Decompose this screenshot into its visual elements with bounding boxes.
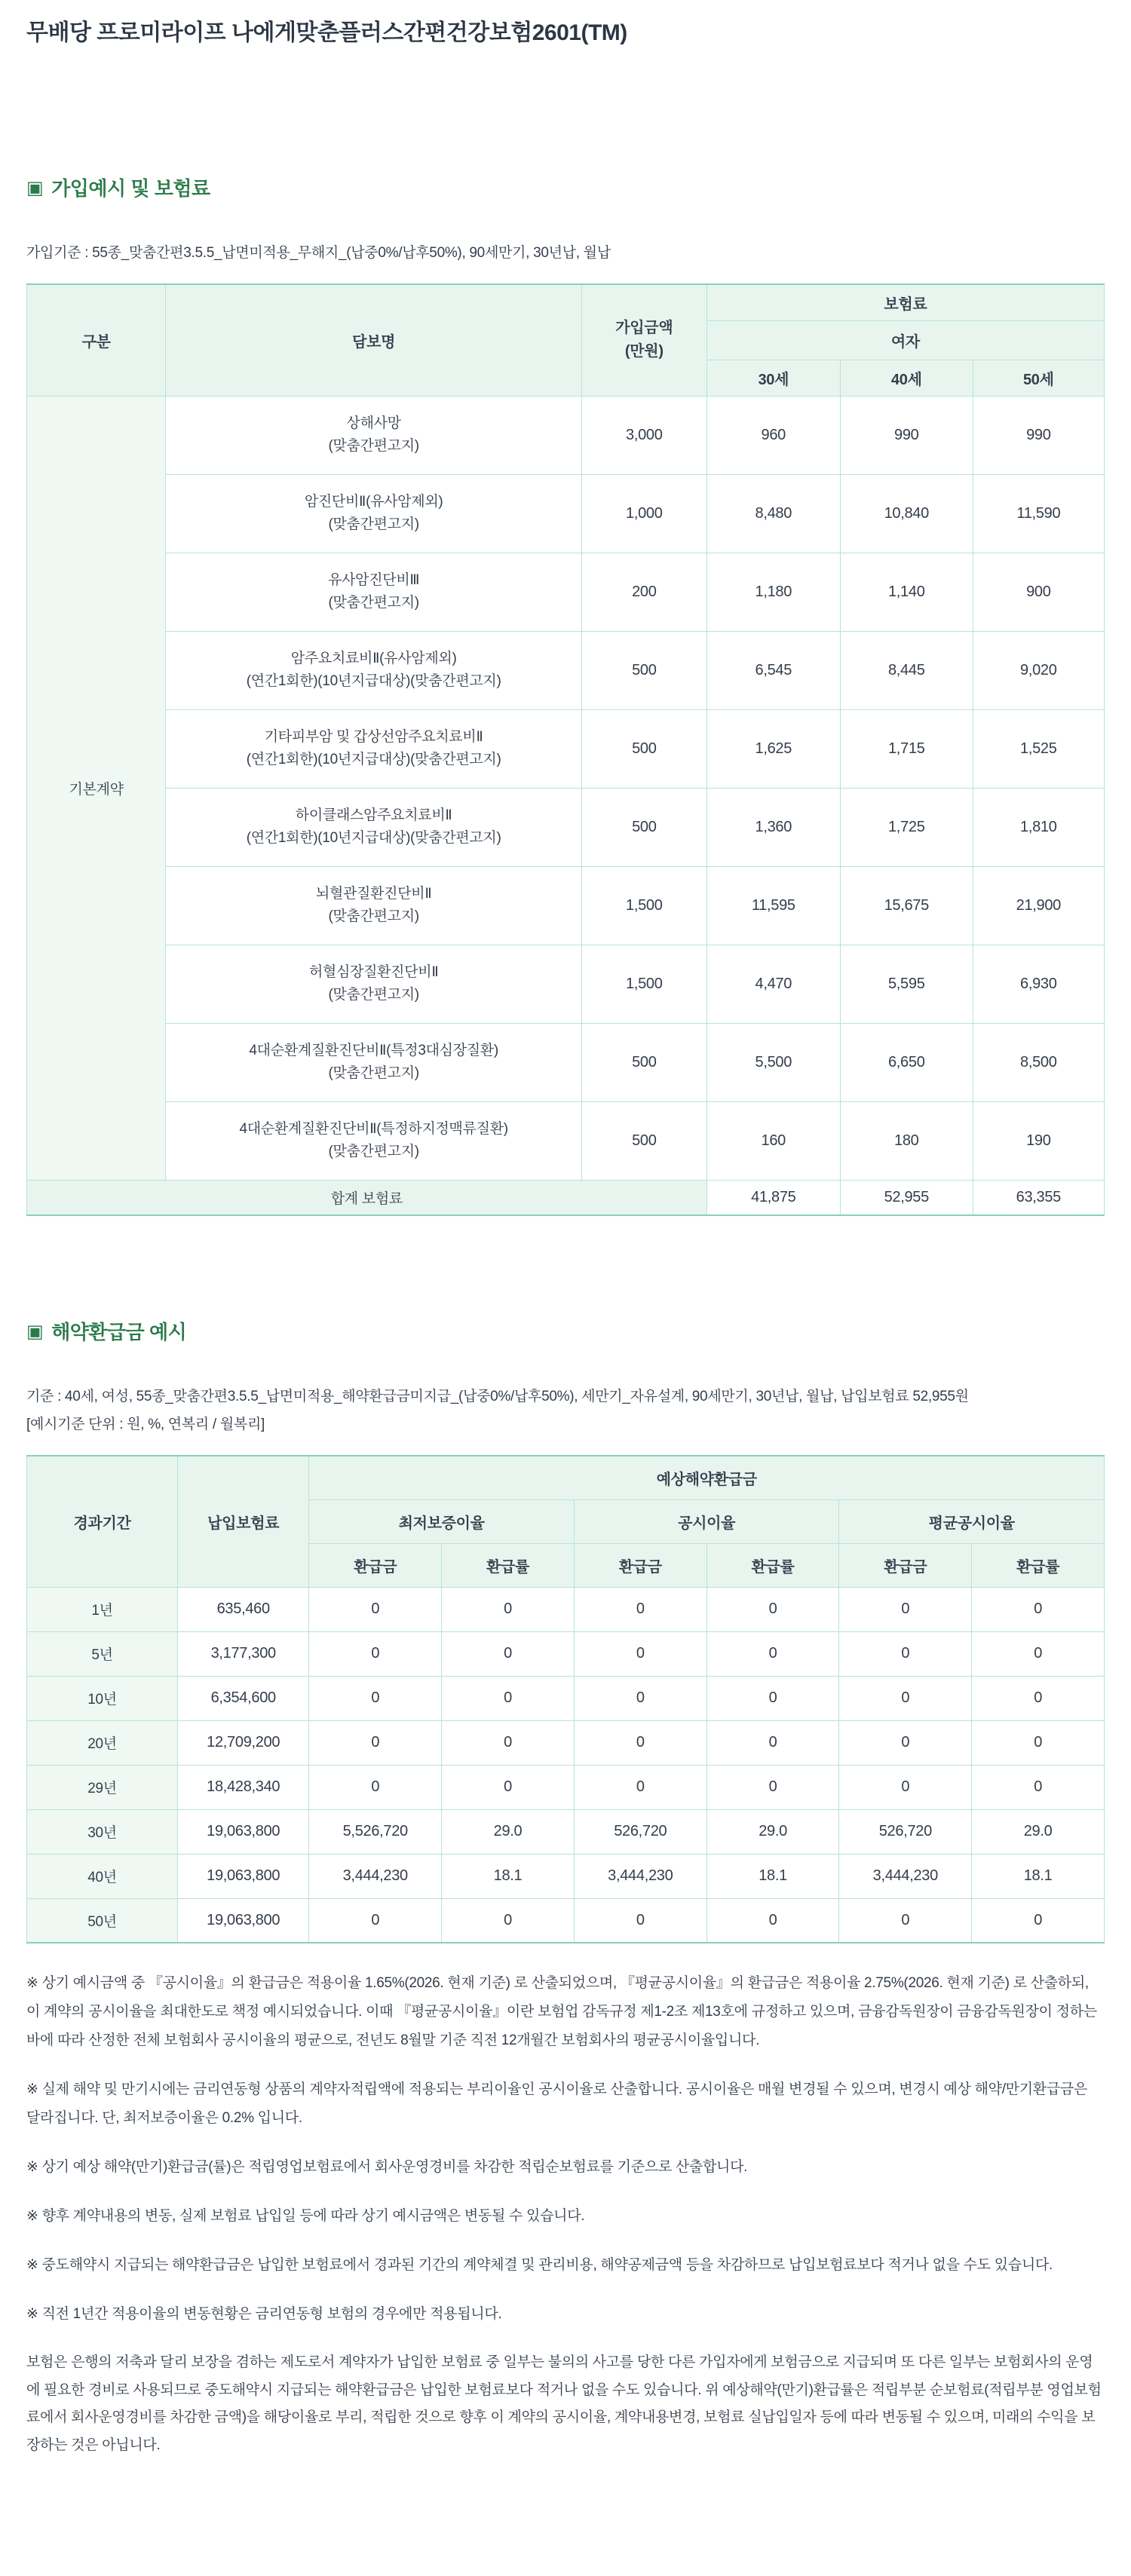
coverage-amount: 500	[581, 788, 706, 866]
coverage-amount: 3,000	[581, 396, 706, 474]
premium-age40: 1,725	[840, 788, 973, 866]
premium-age30: 11,595	[706, 866, 840, 945]
elapsed-period: 30년	[27, 1809, 178, 1854]
premium-age30: 6,545	[706, 631, 840, 709]
paid-premium: 19,063,800	[178, 1854, 309, 1898]
page-title: 무배당 프로미라이프 나에게맞춘플러스간편건강보험2601(TM)	[26, 20, 627, 45]
coverage-subtitle: (맞춤간편고지)	[328, 1065, 419, 1082]
refund-amount-crediting: 3,444,230	[574, 1854, 706, 1898]
refund-amount-crediting: 0	[574, 1631, 706, 1676]
paid-premium: 19,063,800	[178, 1809, 309, 1854]
premium-age50: 9,020	[973, 631, 1104, 709]
paid-premium: 3,177,300	[178, 1631, 309, 1676]
premium-age40: 990	[840, 396, 973, 474]
coverage-row	[27, 945, 1105, 1023]
refund-rate-average: 0	[972, 1587, 1105, 1631]
premium-age50: 21,900	[973, 866, 1104, 945]
col-header-crediting-rate: 공시이율	[574, 1499, 839, 1543]
coverage-subtitle: (연간1회한)(10년지급대상)(맞춤간편고지)	[246, 673, 501, 690]
coverage-row	[27, 866, 1105, 945]
coverage-subtitle: (맞춤간편고지)	[328, 438, 419, 455]
col-header-age-30: 30세	[706, 360, 840, 396]
premium-age50: 8,500	[973, 1023, 1104, 1101]
elapsed-period: 5년	[27, 1631, 178, 1676]
coverage-amount: 500	[581, 631, 706, 709]
col-header-premium: 보험료	[706, 284, 1104, 320]
footnote: ※ 향후 계약내용의 변동, 실제 보험료 납입일 등에 따라 상기 예시금액은 변동될 수 있습니다.	[26, 2208, 585, 2225]
coverage-amount: 200	[581, 553, 706, 631]
refund-amount-average: 0	[839, 1720, 972, 1765]
col-header-age-40: 40세	[840, 360, 973, 396]
section-enrollment-example	[26, 173, 1105, 1216]
surrender-row	[27, 1631, 1105, 1676]
refund-rate-crediting: 0	[706, 1587, 839, 1631]
paid-premium: 12,709,200	[178, 1720, 309, 1765]
premium-table-header-row-1	[27, 284, 1105, 320]
coverage-name-cell	[166, 631, 582, 709]
col-header-coverage: 담보명	[166, 284, 582, 396]
footnote: ※ 실제 해약 및 만기시에는 금리연동형 상품의 계약자적립액에 적용되는 부리이율인 공시이율로 산출합니다. 공시이율은 매월 변경될 수 있으며, 변경시 예상 해약/만기환급금은 달라집니다. 단, 최저보증이율은 0.2% 입니다.	[26, 2081, 1087, 2127]
premium-age30: 1,180	[706, 553, 840, 631]
col-header-category: 구분	[27, 284, 166, 396]
refund-rate-min: 0	[442, 1765, 575, 1809]
premium-age30: 1,625	[706, 709, 840, 788]
refund-rate-average: 0	[972, 1898, 1105, 1943]
section-surrender-value-example	[26, 1317, 1105, 1943]
coverage-row	[27, 474, 1105, 553]
coverage-amount: 1,500	[581, 945, 706, 1023]
premium-age40: 180	[840, 1101, 973, 1180]
coverage-subtitle: (연간1회한)(10년지급대상)(맞춤간편고지)	[246, 752, 501, 768]
premium-age40: 10,840	[840, 474, 973, 553]
section1-title: 가입예시 및 보험료	[51, 177, 210, 200]
refund-rate-min: 29.0	[442, 1809, 575, 1854]
coverage-name: 4대순환계질환진단비Ⅱ(특정3대심장질환)	[249, 1043, 498, 1059]
premium-age50: 11,590	[973, 474, 1104, 553]
surrender-row	[27, 1587, 1105, 1631]
coverage-row	[27, 631, 1105, 709]
refund-rate-average: 0	[972, 1676, 1105, 1720]
paid-premium: 635,460	[178, 1587, 309, 1631]
refund-rate-average: 0	[972, 1765, 1105, 1809]
group-label: 기본계약	[27, 396, 166, 1180]
premium-age30: 160	[706, 1101, 840, 1180]
coverage-name-cell	[166, 945, 582, 1023]
coverage-name: 허혈심장질환진단비Ⅱ	[308, 964, 439, 981]
col-header-elapsed-period: 경과기간	[27, 1456, 178, 1587]
col-header-gender: 여자	[706, 320, 1104, 360]
refund-rate-average: 29.0	[972, 1809, 1105, 1854]
premium-age30: 1,360	[706, 788, 840, 866]
col-header-age-50: 50세	[973, 360, 1104, 396]
col-header-amount-line1: 가입금액	[615, 319, 673, 336]
elapsed-period: 40년	[27, 1854, 178, 1898]
paid-premium: 19,063,800	[178, 1898, 309, 1943]
section-bullet-icon: ▣	[26, 1321, 44, 1342]
refund-rate-crediting: 29.0	[706, 1809, 839, 1854]
refund-rate-crediting: 0	[706, 1631, 839, 1676]
refund-amount-min: 0	[309, 1587, 442, 1631]
coverage-name: 유사암진단비Ⅲ	[328, 572, 420, 589]
disclaimer: 보험은 은행의 저축과 달리 보장을 겸하는 제도로서 계약자가 납입한 보험료 중 일부는 불의의 사고를 당한 다른 가입자에게 보험금으로 지급되며 또 다른 일부는 보험회사의 운영에 필요한 경비로 사용되므로 중도해약시 지급되는 해약환급금은 납입한 보험료보다 적거나 없을 수도 있습니다. 위 예상해약(만기)환급률은 적립부분 순보험료(적립부분 영업보험료에서 회사운영경비를 차감한 금액)을 해당이율로 부리, 적립한 것으로 향후 이 계약의 공시이율, 계약내용변경, 보험료 실납입일자 등에 따라 변동될 수 있으며, 미래의 수익을 보장하는 것은 아닙니다.	[26, 2354, 1102, 2453]
footnote: ※ 직전 1년간 적용이율의 변동현황은 금리연동형 보험의 경우에만 적용됩니다.	[26, 2306, 502, 2323]
col-header-amount	[581, 284, 706, 396]
refund-rate-average: 0	[972, 1720, 1105, 1765]
coverage-amount: 1,000	[581, 474, 706, 553]
surrender-table-header-row-1	[27, 1456, 1105, 1499]
premium-age40: 8,445	[840, 631, 973, 709]
coverage-name-cell	[166, 396, 582, 474]
section-bullet-icon: ▣	[26, 177, 44, 198]
col-header-min-guaranteed-rate: 최저보증이율	[309, 1499, 575, 1543]
refund-amount-min: 0	[309, 1898, 442, 1943]
col-header-refund-amount: 환급금	[839, 1543, 972, 1587]
surrender-row	[27, 1854, 1105, 1898]
coverage-name-cell	[166, 553, 582, 631]
premium-age50: 1,525	[973, 709, 1104, 788]
coverage-name: 뇌혈관질환진단비Ⅱ	[315, 886, 432, 902]
coverage-amount: 500	[581, 1101, 706, 1180]
refund-amount-min: 0	[309, 1720, 442, 1765]
premium-age50: 990	[973, 396, 1104, 474]
refund-rate-min: 0	[442, 1587, 575, 1631]
coverage-amount: 1,500	[581, 866, 706, 945]
premium-age30: 960	[706, 396, 840, 474]
refund-rate-average: 18.1	[972, 1854, 1105, 1898]
col-header-average-crediting-rate: 평균공시이율	[839, 1499, 1105, 1543]
unit-note: [예시기준 단위 : 원, %, 연복리 / 월복리]	[26, 1417, 265, 1433]
paid-premium: 18,428,340	[178, 1765, 309, 1809]
surrender-row	[27, 1676, 1105, 1720]
premium-age40: 1,140	[840, 553, 973, 631]
refund-amount-crediting: 0	[574, 1676, 706, 1720]
coverage-amount: 500	[581, 1023, 706, 1101]
refund-rate-min: 0	[442, 1676, 575, 1720]
elapsed-period: 10년	[27, 1676, 178, 1720]
premium-age40: 6,650	[840, 1023, 973, 1101]
refund-rate-min: 18.1	[442, 1854, 575, 1898]
enrollment-criteria: 가입기준 : 55종_맞춤간편3.5.5_납면미적용_무해지_(납중0%/납후50%), 90세만기, 30년납, 월납	[26, 245, 611, 261]
footnote: ※ 중도해약시 지급되는 해약환급금은 납입한 보험료에서 경과된 기간의 계약체결 및 관리비용, 해약공제금액 등을 차감하므로 납입보험료보다 적거나 없을 수도 있습니다.	[26, 2257, 1053, 2274]
premium-age30: 4,470	[706, 945, 840, 1023]
elapsed-period: 29년	[27, 1765, 178, 1809]
refund-rate-average: 0	[972, 1631, 1105, 1676]
refund-rate-crediting: 0	[706, 1898, 839, 1943]
total-premium-label: 합계 보험료	[27, 1180, 707, 1215]
section2-title: 해약환급금 예시	[51, 1321, 187, 1344]
refund-amount-min: 3,444,230	[309, 1854, 442, 1898]
col-header-amount-line2: (만원)	[624, 343, 664, 360]
refund-amount-crediting: 526,720	[574, 1809, 706, 1854]
surrender-criteria: 기준 : 40세, 여성, 55종_맞춤간편3.5.5_납면미적용_해약환급금미지급_(납중0%/납후50%), 세만기_자유설계, 90세만기, 30년납, 월납, 납입보험료 52,955원	[26, 1389, 969, 1405]
refund-amount-average: 526,720	[839, 1809, 972, 1854]
refund-amount-crediting: 0	[574, 1765, 706, 1809]
coverage-subtitle: (맞춤간편고지)	[328, 908, 419, 925]
footnote: ※ 상기 예상 해약(만기)환급금(률)은 적립영업보험료에서 회사운영경비를 차감한 적립순보험료를 기준으로 산출합니다.	[26, 2159, 748, 2176]
refund-rate-crediting: 0	[706, 1676, 839, 1720]
refund-amount-average: 0	[839, 1898, 972, 1943]
refund-amount-average: 3,444,230	[839, 1854, 972, 1898]
footnote: ※ 상기 예시금액 중 『공시이율』의 환급금은 적용이율 1.65%(2026. 현재 기준) 로 산출되었으며, 『평균공시이율』의 환급금은 적용이율 2.75%(2026. 현재 기준) 로 산출하되, 이 계약의 공시이율을 최대한도로 책정 예시되었습니다. 이때 『평균공시이율』이란 보험업 감독규정 제1-2조 제13호에 규정하고 있으며, 금융감독원장이 금융감독원장이 정하는 바에 따라 산정한 전체 보험회사 공시이율의 평균으로, 전년도 8월말 기준 직전 12개월간 보험회사의 평균공시이율입니다.	[26, 1975, 1097, 2049]
refund-amount-average: 0	[839, 1631, 972, 1676]
col-header-refund-amount: 환급금	[574, 1543, 706, 1587]
premium-age40: 5,595	[840, 945, 973, 1023]
footnotes	[26, 1969, 1105, 2459]
refund-amount-crediting: 0	[574, 1898, 706, 1943]
col-header-paid-premium: 납입보험료	[178, 1456, 309, 1587]
coverage-name: 4대순환계질환진단비Ⅱ(특정하지정맥류질환)	[239, 1121, 508, 1138]
coverage-subtitle: (맞춤간편고지)	[328, 595, 419, 611]
col-header-refund-rate: 환급률	[972, 1543, 1105, 1587]
refund-amount-crediting: 0	[574, 1587, 706, 1631]
coverage-subtitle: (맞춤간편고지)	[328, 516, 419, 533]
col-header-refund-rate: 환급률	[706, 1543, 839, 1587]
coverage-row	[27, 553, 1105, 631]
elapsed-period: 1년	[27, 1587, 178, 1631]
surrender-row	[27, 1765, 1105, 1809]
refund-amount-crediting: 0	[574, 1720, 706, 1765]
paid-premium: 6,354,600	[178, 1676, 309, 1720]
surrender-row	[27, 1809, 1105, 1854]
coverage-name: 암진단비Ⅱ(유사암제외)	[304, 494, 443, 510]
coverage-name-cell	[166, 709, 582, 788]
elapsed-period: 20년	[27, 1720, 178, 1765]
premium-age50: 190	[973, 1101, 1104, 1180]
coverage-subtitle: (맞춤간편고지)	[328, 1144, 419, 1160]
refund-rate-crediting: 0	[706, 1720, 839, 1765]
refund-amount-min: 0	[309, 1631, 442, 1676]
refund-amount-average: 0	[839, 1765, 972, 1809]
refund-amount-average: 0	[839, 1587, 972, 1631]
premium-age50: 900	[973, 553, 1104, 631]
total-premium-age50: 63,355	[973, 1180, 1104, 1215]
surrender-value-table	[26, 1455, 1105, 1943]
coverage-row	[27, 709, 1105, 788]
coverage-row	[27, 396, 1105, 474]
surrender-row	[27, 1720, 1105, 1765]
coverage-name: 상해사망	[346, 415, 401, 432]
coverage-name-cell	[166, 1023, 582, 1101]
refund-rate-crediting: 0	[706, 1765, 839, 1809]
refund-amount-min: 0	[309, 1765, 442, 1809]
coverage-name-cell	[166, 1101, 582, 1180]
premium-age40: 1,715	[840, 709, 973, 788]
refund-rate-min: 0	[442, 1631, 575, 1676]
premium-age30: 5,500	[706, 1023, 840, 1101]
refund-rate-min: 0	[442, 1720, 575, 1765]
premium-age50: 6,930	[973, 945, 1104, 1023]
col-header-refund-amount: 환급금	[309, 1543, 442, 1587]
coverage-name: 하이클래스암주요치료비Ⅱ	[295, 807, 452, 824]
elapsed-period: 50년	[27, 1898, 178, 1943]
coverage-subtitle: (맞춤간편고지)	[328, 987, 419, 1003]
total-premium-age40: 52,955	[840, 1180, 973, 1215]
refund-rate-min: 0	[442, 1898, 575, 1943]
coverage-row	[27, 1023, 1105, 1101]
col-header-expected-surrender: 예상해약환급금	[309, 1456, 1105, 1499]
premium-age40: 15,675	[840, 866, 973, 945]
total-premium-age30: 41,875	[706, 1180, 840, 1215]
premium-age30: 8,480	[706, 474, 840, 553]
section2-header	[26, 1317, 1105, 1345]
coverage-name-cell	[166, 866, 582, 945]
refund-rate-crediting: 18.1	[706, 1854, 839, 1898]
coverage-subtitle: (연간1회한)(10년지급대상)(맞춤간편고지)	[246, 830, 501, 847]
coverage-name-cell	[166, 474, 582, 553]
refund-amount-min: 0	[309, 1676, 442, 1720]
coverage-name: 암주요치료비Ⅱ(유사암제외)	[290, 651, 457, 667]
coverage-amount: 500	[581, 709, 706, 788]
premium-age50: 1,810	[973, 788, 1104, 866]
coverage-row	[27, 1101, 1105, 1180]
coverage-name: 기타피부암 및 갑상선암주요치료비Ⅱ	[264, 729, 483, 746]
refund-amount-average: 0	[839, 1676, 972, 1720]
col-header-refund-rate: 환급률	[442, 1543, 575, 1587]
surrender-row	[27, 1898, 1105, 1943]
premium-table	[26, 283, 1105, 1216]
coverage-name-cell	[166, 788, 582, 866]
refund-amount-min: 5,526,720	[309, 1809, 442, 1854]
coverage-row	[27, 788, 1105, 866]
section1-header	[26, 173, 1105, 201]
total-premium-row	[27, 1180, 1105, 1215]
